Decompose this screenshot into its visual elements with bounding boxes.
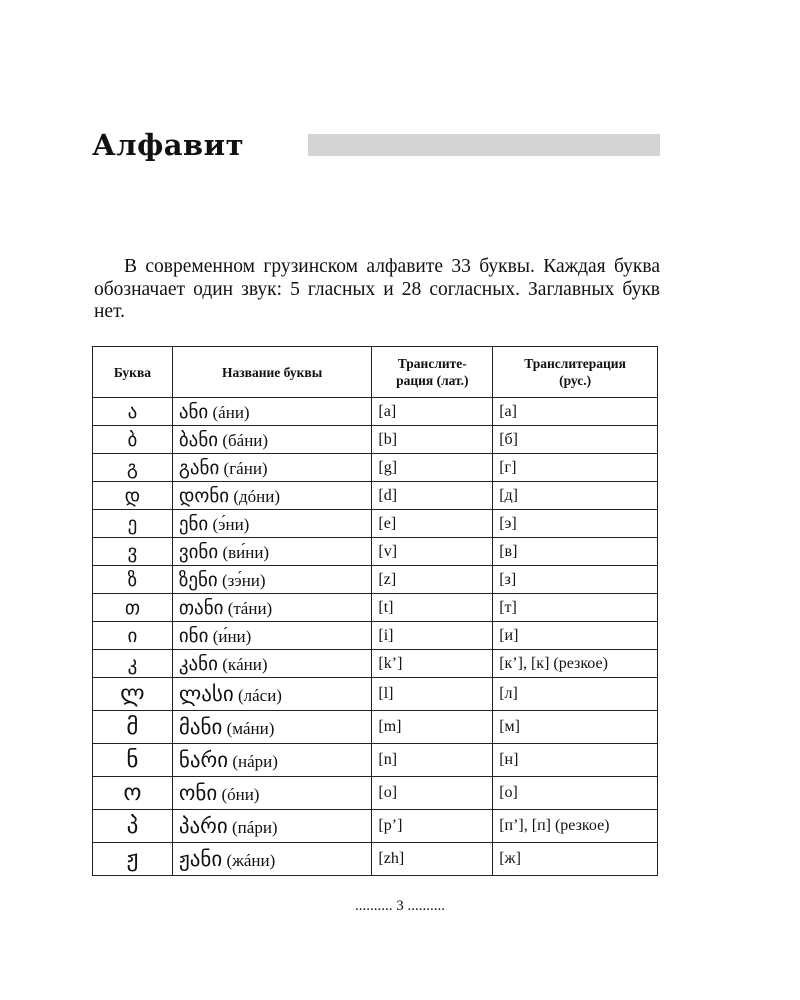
page-footer <box>0 898 800 915</box>
letter-cell: ი <box>93 622 173 650</box>
table-row <box>93 482 658 510</box>
name-georgian: განი <box>178 456 220 479</box>
letter-cell: ლ <box>93 678 173 711</box>
lat-cell: [m] <box>372 711 493 744</box>
rus-cell: [л] <box>493 678 658 711</box>
table-row <box>93 711 658 744</box>
name-russian: (óни) <box>221 785 260 804</box>
name-cell <box>172 510 372 538</box>
lat-cell: [zh] <box>372 843 493 876</box>
rus-cell: [з] <box>493 566 658 594</box>
rus-cell: [ж] <box>493 843 658 876</box>
name-georgian: მანი <box>178 715 223 739</box>
letter-cell: თ <box>93 594 173 622</box>
name-russian: (бáни) <box>222 430 269 450</box>
lat-cell: [o] <box>372 777 493 810</box>
table-row <box>93 398 658 426</box>
letter-cell: კ <box>93 650 173 678</box>
name-cell <box>172 566 372 594</box>
letter-cell: პ <box>93 810 173 843</box>
lat-cell: [p’] <box>372 810 493 843</box>
rus-cell: [а] <box>493 398 658 426</box>
rus-cell: [к’], [к] (резкое) <box>493 650 658 678</box>
name-georgian: ონი <box>178 781 218 805</box>
lat-cell: [d] <box>372 482 493 510</box>
table-header-row <box>93 347 658 398</box>
footer-dots-right: .......... <box>407 898 445 914</box>
name-cell <box>172 594 372 622</box>
lat-cell: [b] <box>372 426 493 454</box>
header-lat <box>372 347 493 398</box>
name-russian: (зэ́ни) <box>222 570 266 590</box>
header-letter: Буква <box>93 347 173 398</box>
name-georgian: ზენი <box>178 568 218 591</box>
lat-cell: [z] <box>372 566 493 594</box>
name-georgian: ინი <box>178 624 209 647</box>
header-lat-line2: рация (лат.) <box>396 373 469 388</box>
table-row <box>93 843 658 876</box>
rus-cell: [б] <box>493 426 658 454</box>
letter-cell: მ <box>93 711 173 744</box>
rus-cell: [о] <box>493 777 658 810</box>
name-georgian: ბანი <box>178 428 219 451</box>
letter-cell: ბ <box>93 426 173 454</box>
name-russian: (кáни) <box>222 654 268 674</box>
name-russian: (áни) <box>212 402 250 422</box>
letter-cell: გ <box>93 454 173 482</box>
name-georgian: დონი <box>178 484 230 507</box>
table-row <box>93 510 658 538</box>
name-cell <box>172 678 372 711</box>
name-russian: (и́ни) <box>212 626 252 646</box>
name-russian: (мáни) <box>226 719 275 738</box>
table-row <box>93 678 658 711</box>
rus-cell: [т] <box>493 594 658 622</box>
letter-cell: ვ <box>93 538 173 566</box>
table-row <box>93 810 658 843</box>
lat-cell: [i] <box>372 622 493 650</box>
heading-row <box>92 128 660 162</box>
page-title: Алфавит <box>92 128 245 162</box>
name-cell <box>172 538 372 566</box>
name-georgian: ვინი <box>178 540 219 563</box>
name-georgian: პარი <box>178 814 228 838</box>
table-row <box>93 622 658 650</box>
name-cell <box>172 482 372 510</box>
name-cell <box>172 426 372 454</box>
name-cell <box>172 711 372 744</box>
lat-cell: [t] <box>372 594 493 622</box>
title-decorative-bar <box>308 134 660 156</box>
letter-cell: ე <box>93 510 173 538</box>
letter-cell: ო <box>93 777 173 810</box>
header-lat-line1: Транслите- <box>397 356 467 371</box>
name-russian: (ви́ни) <box>222 542 270 562</box>
name-russian: (жáни) <box>226 851 276 870</box>
letter-cell: ზ <box>93 566 173 594</box>
lat-cell: [l] <box>372 678 493 711</box>
table-row <box>93 650 658 678</box>
letter-cell: ჟ <box>93 843 173 876</box>
page-number: 3 <box>396 898 404 914</box>
name-russian: (дóни) <box>233 486 281 506</box>
name-russian: (нáри) <box>232 752 278 771</box>
name-russian: (гáни) <box>223 458 268 478</box>
table-row <box>93 454 658 482</box>
lat-cell: [n] <box>372 744 493 777</box>
name-georgian: ჟანი <box>178 847 223 871</box>
name-georgian: თანი <box>178 596 224 619</box>
table-body <box>93 398 658 876</box>
rus-cell: [э] <box>493 510 658 538</box>
intro-paragraph <box>94 256 660 324</box>
lat-cell: [e] <box>372 510 493 538</box>
rus-cell: [и] <box>493 622 658 650</box>
table-row <box>93 594 658 622</box>
name-georgian: ლასი <box>178 682 234 706</box>
lat-cell: [g] <box>372 454 493 482</box>
name-georgian: კანი <box>178 652 218 675</box>
table-row <box>93 566 658 594</box>
intro-text: В современном грузинском алфавите 33 буквы. Каждая буква обозначает один звук: 5 гласных и 28 согласных. Заглавных букв нет. <box>94 256 660 322</box>
name-georgian: ანი <box>178 400 209 423</box>
rus-cell: [п’], [п] (резкое) <box>493 810 658 843</box>
name-russian: (тáни) <box>227 598 273 618</box>
header-rus-line1: Транслитерация <box>524 356 626 371</box>
rus-cell: [м] <box>493 711 658 744</box>
footer-dots-left: .......... <box>355 898 393 914</box>
letter-cell: დ <box>93 482 173 510</box>
rus-cell: [н] <box>493 744 658 777</box>
name-cell <box>172 843 372 876</box>
table-row <box>93 777 658 810</box>
table-row <box>93 744 658 777</box>
table-row <box>93 426 658 454</box>
header-rus <box>493 347 658 398</box>
name-cell <box>172 777 372 810</box>
alphabet-table <box>92 346 658 876</box>
lat-cell: [k’] <box>372 650 493 678</box>
name-cell <box>172 398 372 426</box>
header-rus-line2: (рус.) <box>559 373 592 388</box>
name-russian: (пáри) <box>232 818 278 837</box>
name-cell <box>172 650 372 678</box>
name-russian: (э́ни) <box>212 514 250 534</box>
rus-cell: [в] <box>493 538 658 566</box>
name-russian: (лáси) <box>237 686 282 705</box>
name-cell <box>172 744 372 777</box>
lat-cell: [v] <box>372 538 493 566</box>
rus-cell: [г] <box>493 454 658 482</box>
rus-cell: [д] <box>493 482 658 510</box>
lat-cell: [a] <box>372 398 493 426</box>
letter-cell: ნ <box>93 744 173 777</box>
name-cell <box>172 810 372 843</box>
name-georgian: ენი <box>178 512 209 535</box>
name-cell <box>172 622 372 650</box>
name-georgian: ნარი <box>178 748 229 772</box>
header-name: Название буквы <box>172 347 372 398</box>
name-cell <box>172 454 372 482</box>
table-row <box>93 538 658 566</box>
letter-cell: ა <box>93 398 173 426</box>
